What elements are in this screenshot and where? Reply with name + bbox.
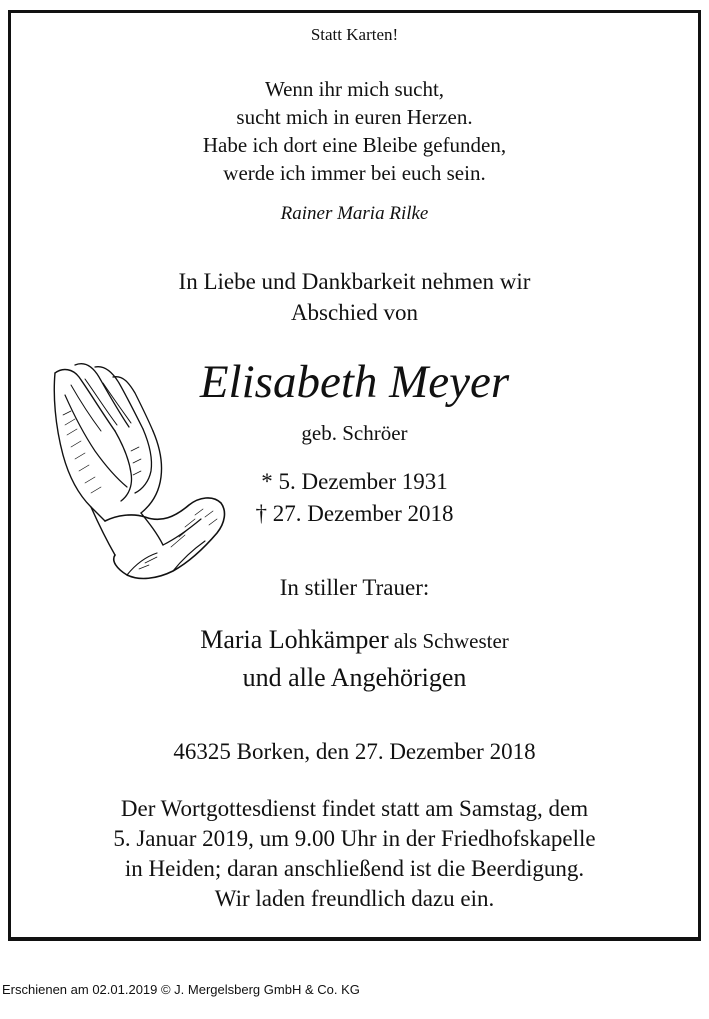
- intro-line: Abschied von: [290, 300, 419, 325]
- obituary-notice: [8, 10, 701, 941]
- mourners-rest: und alle Angehörigen: [242, 663, 467, 692]
- publication-footer: Erschienen am 02.01.2019 © J. Mergelsberg GmbH & Co. KG: [2, 982, 360, 997]
- place-date: 46325 Borken, den 27. Dezember 2018: [173, 739, 536, 764]
- notice-header: Statt Karten!: [310, 25, 399, 44]
- service-line: 5. Januar 2019, um 9.00 Uhr in der Friedhofskapelle: [113, 826, 596, 851]
- poem-author: Rainer Maria Rilke: [280, 203, 429, 224]
- death-date: † 27. Dezember 2018: [255, 501, 454, 526]
- poem-line: Wenn ihr mich sucht,: [264, 77, 445, 101]
- poem-line: werde ich immer bei euch sein.: [223, 161, 486, 185]
- poem-line: Habe ich dort eine Bleibe gefunden,: [202, 133, 507, 157]
- service-line: Der Wortgottesdienst findet statt am Samstag, dem: [120, 796, 589, 821]
- birth-date: * 5. Dezember 1931: [261, 469, 448, 494]
- mourner-line: [11, 625, 698, 655]
- poem-line: sucht mich in euren Herzen.: [236, 105, 473, 129]
- mourner-relation: als Schwester: [388, 629, 509, 653]
- deceased-name: Elisabeth Meyer: [199, 356, 510, 408]
- service-line: Wir laden freundlich dazu ein.: [214, 886, 495, 911]
- maiden-name: geb. Schröer: [301, 421, 408, 445]
- service-line: in Heiden; daran anschließend ist die Beerdigung.: [124, 856, 585, 881]
- mourner-name: Maria Lohkämper: [200, 625, 389, 654]
- intro-line: In Liebe und Dankbarkeit nehmen wir: [178, 269, 531, 294]
- mourning-heading: In stiller Trauer:: [279, 575, 430, 600]
- praying-hands-icon: [45, 355, 235, 585]
